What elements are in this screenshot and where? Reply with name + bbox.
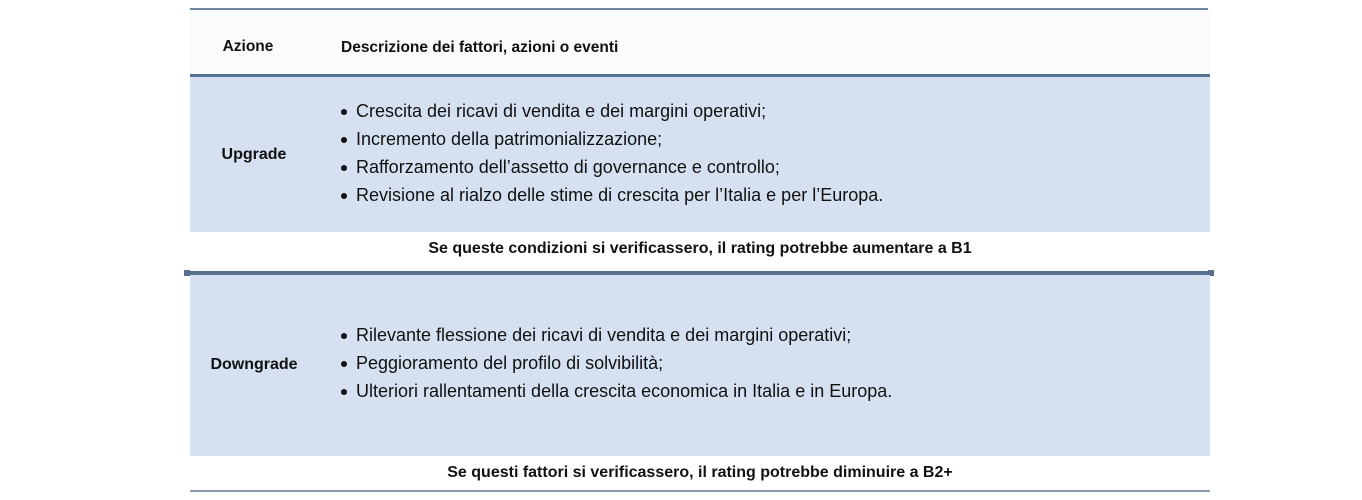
bullet-icon [341,109,347,115]
table-header [190,10,1210,74]
downgrade-action-label: Downgrade [210,356,298,373]
list-item: Revisione al rialzo delle stime di crescita per l’Italia e per l’Europa. [356,181,883,209]
upgrade-row [190,77,1210,232]
list-item: Ulteriori rallentamenti della crescita economica in Italia e in Europa. [356,377,892,405]
list-item: Peggioramento del profilo di solvibilità; [356,349,892,377]
list-item: Rilevante flessione dei ricavi di vendita e dei margini operativi; [356,321,892,349]
header-action-label: Azione [222,38,274,55]
downgrade-row [190,275,1210,456]
bullet-icon [341,333,347,339]
bullet-icon [341,361,347,367]
list-item: Crescita dei ricavi di vendita e dei margini operativi; [356,97,883,125]
list-item: Rafforzamento dell’assetto di governance e controllo; [356,153,883,181]
bullet-icon [341,193,347,199]
downgrade-factors-list [356,321,892,405]
bullet-icon [341,389,347,395]
header-description-label: Descrizione dei fattori, azioni o eventi [341,39,619,56]
upgrade-factors-list [356,97,883,209]
list-item: Incremento della patrimonializzazione; [356,125,883,153]
table-bottom-rule [190,490,1210,492]
bullet-icon [341,165,347,171]
bullet-icon [341,137,347,143]
downgrade-summary: Se questi fattori si verificassero, il rating potrebbe diminuire a B2+ [190,456,1210,490]
upgrade-summary: Se queste condizioni si verificassero, il rating potrebbe aumentare a B1 [190,232,1210,266]
upgrade-action-label: Upgrade [221,146,287,163]
